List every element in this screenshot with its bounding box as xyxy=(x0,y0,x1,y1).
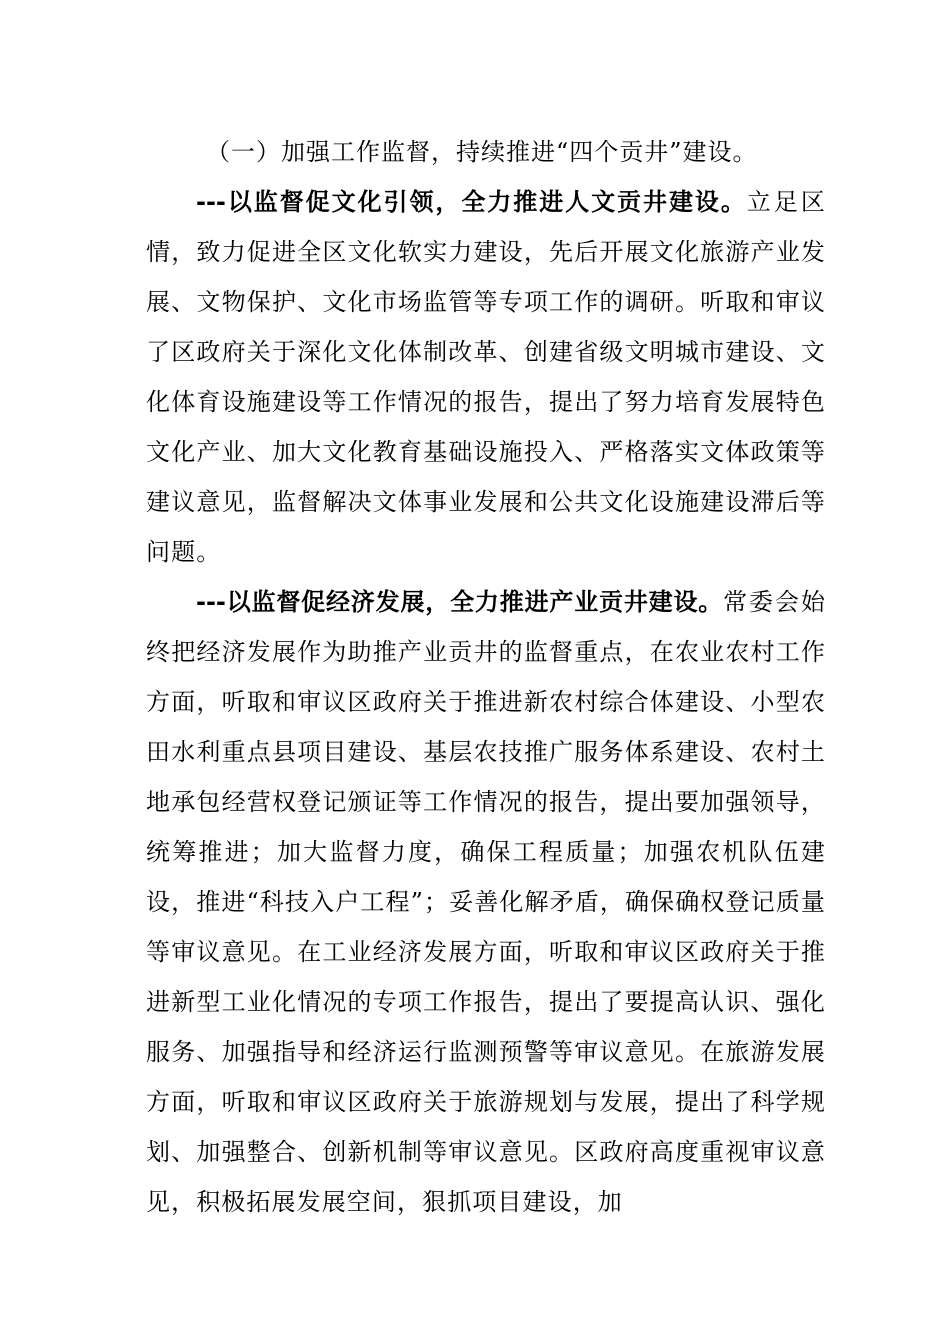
section-heading: （一）加强工作监督，持续推进“四个贡井”建设。 xyxy=(206,138,758,166)
document-body xyxy=(146,127,826,1227)
paragraph-body: 立足区情，致力促进全区文化软实力建设，先后开展文化旅游产业发展、文物保护、文化市场监管等专项工作的调研。听取和审议了区政府关于深化文化体制改革、创建省级文明城市建设、文化体育设施建设等工作情况的报告，提出了努力培育发展特色文化产业、加大文化教育基础设施投入、严格落实文体政策等建议意见，监督解决文体事业发展和公共文化设施建设滞后等问题。 xyxy=(146,188,826,566)
paragraph-economy xyxy=(146,577,826,1227)
paragraph-lead: ---以监督促文化引领，全力推进人文贡井建设。 xyxy=(196,188,747,216)
paragraph-lead: ---以监督促经济发展，全力推进产业贡井建设。 xyxy=(196,588,724,616)
paragraph-culture xyxy=(146,177,826,577)
paragraph-body: 常委会始终把经济发展作为助推产业贡井的监督重点，在农业农村工作方面，听取和审议区政府关于推进新农村综合体建设、小型农田水利重点县项目建设、基层农技推广服务体系建设、农村土地承包经营权登记颁证等工作情况的报告，提出要加强领导，统筹推进；加大监督力度，确保工程质量；加强农机队伍建设，推进“科技入户工程”；妥善化解矛盾，确保确权登记质量等审议意见。在工业经济发展方面，听取和审议区政府关于推进新型工业化情况的专项工作报告，提出了要提高认识、强化服务、加强指导和经济运行监测预警等审议意见。在旅游发展方面，听取和审议区政府关于旅游规划与发展，提出了科学规划、加强整合、创新机制等审议意见。区政府高度重视审议意见，积极拓展发展空间，狠抓项目建设，加 xyxy=(146,588,826,1216)
